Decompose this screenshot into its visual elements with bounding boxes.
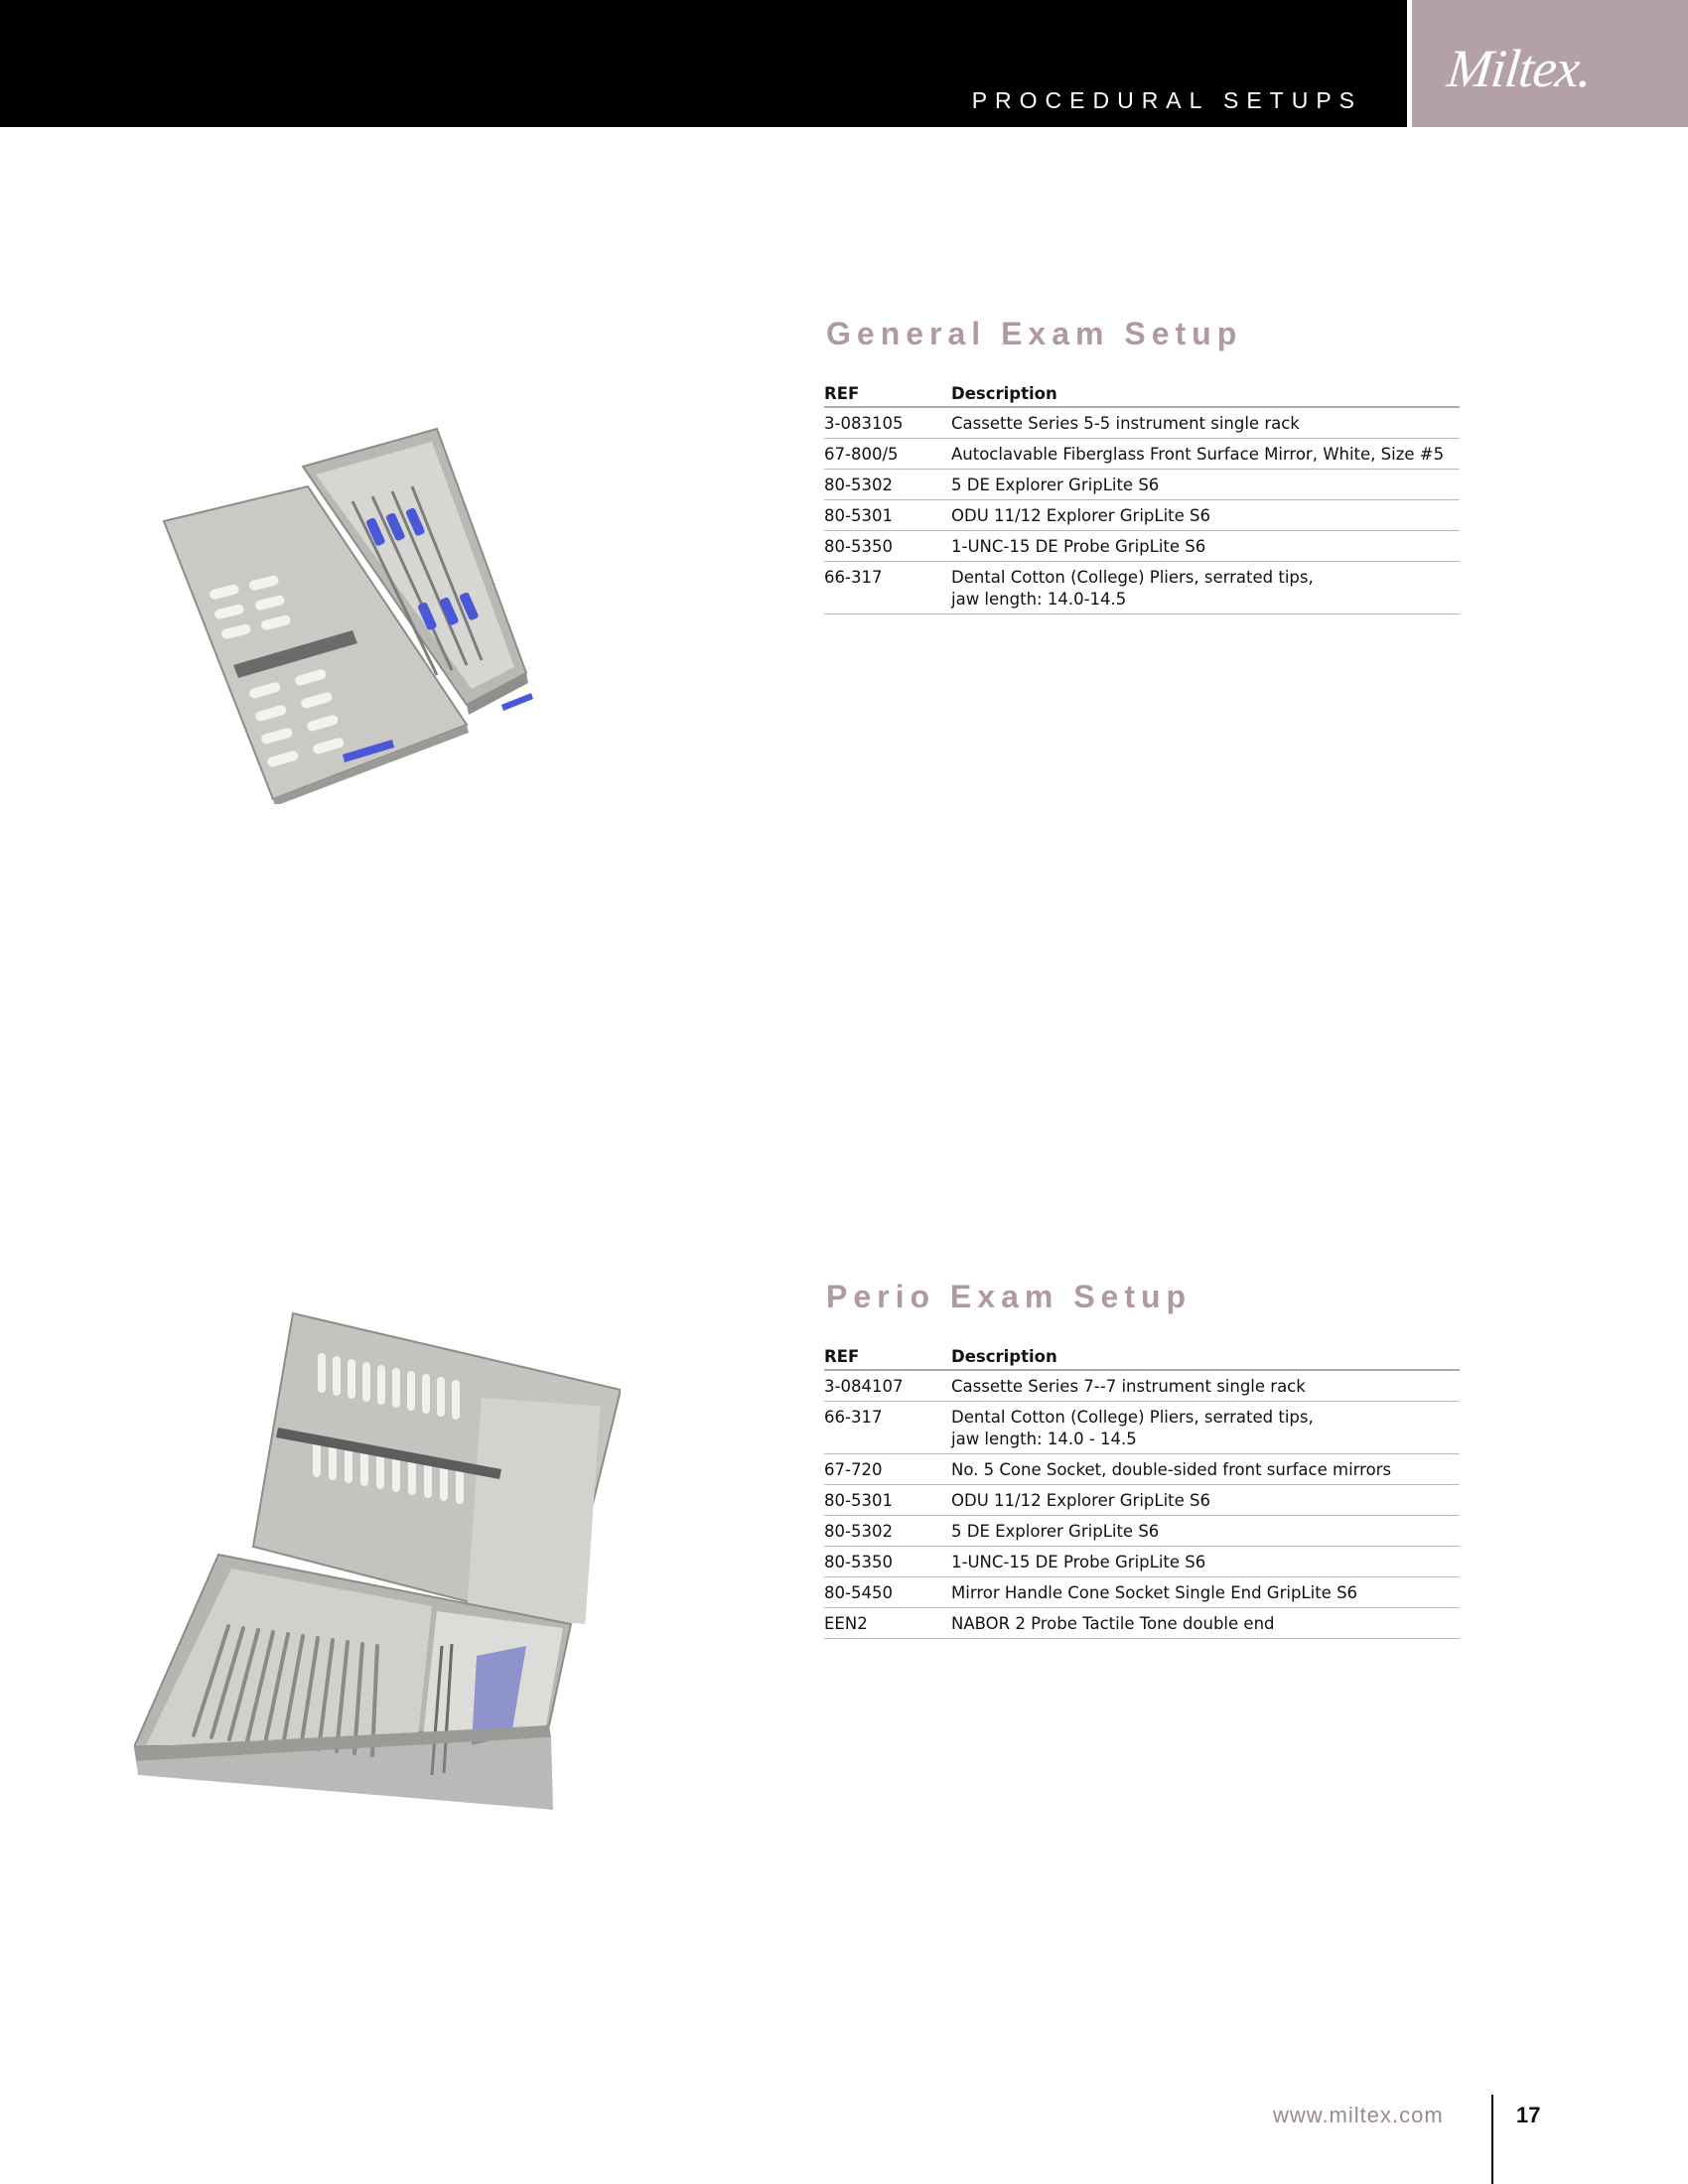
ref-cell: 67-800/5 [824,439,951,470]
header-title: PROCEDURAL SETUPS [971,87,1362,113]
table-row [824,1608,1460,1639]
description-cell: 5 DE Explorer GripLite S6 [951,470,1460,500]
description-line-2: jaw length: 14.0 - 14.5 [951,1430,1137,1448]
description-cell: 5 DE Explorer GripLite S6 [951,1516,1460,1547]
description-cell: ODU 11/12 Explorer GripLite S6 [951,500,1460,531]
ref-cell: EEN2 [824,1608,951,1639]
table-row [824,500,1460,531]
description-cell: 1-UNC-15 DE Probe GripLite S6 [951,531,1460,562]
description-cell: 1-UNC-15 DE Probe GripLite S6 [951,1547,1460,1577]
description-line: Dental Cotton (College) Pliers, serrated tips, [951,1408,1314,1427]
general-exam-section [824,316,1460,614]
description-cell: Cassette Series 5-5 instrument single rack [951,407,1460,439]
description-cell: Cassette Series 7--7 instrument single rack [951,1370,1460,1402]
table-row [824,439,1460,470]
table-header [824,382,1460,407]
footer-url[interactable]: www.miltex.com [1273,2103,1444,2127]
table-row [824,1402,1460,1454]
table-header [824,1345,1460,1370]
table-row [824,1547,1460,1577]
description-header: Description [951,382,1460,407]
miltex-logo: Miltex. [1444,39,1595,98]
ref-header: REF [824,1345,951,1370]
description-cell: Autoclavable Fiberglass Front Surface Mirror, White, Size #5 [951,439,1460,470]
ref-cell: 80-5301 [824,500,951,531]
description-cell [951,562,1460,614]
perio-exam-section [824,1279,1460,1639]
description-cell: NABOR 2 Probe Tactile Tone double end [951,1608,1460,1639]
table-row [824,531,1460,562]
ref-cell: 66-317 [824,1402,951,1454]
ref-header: REF [824,382,951,407]
table-row [824,1516,1460,1547]
ref-cell: 80-5302 [824,1516,951,1547]
description-header: Description [951,1345,1460,1370]
ref-cell: 3-083105 [824,407,951,439]
ref-cell: 80-5350 [824,531,951,562]
table-row [824,407,1460,439]
description-line: Dental Cotton (College) Pliers, serrated tips, [951,568,1314,587]
ref-cell: 66-317 [824,562,951,614]
table-row [824,1454,1460,1485]
table-row [824,1577,1460,1608]
description-line-2: jaw length: 14.0-14.5 [951,590,1127,609]
general-exam-cassette-photo [149,417,586,804]
table-row [824,1485,1460,1516]
section-title: General Exam Setup [826,316,1243,351]
table-row [824,562,1460,614]
general-exam-table [824,382,1460,614]
header-bar [0,0,1407,127]
ref-cell: 80-5350 [824,1547,951,1577]
perio-exam-cassette-photo [134,1308,621,1815]
perio-exam-table [824,1345,1460,1639]
description-cell: Mirror Handle Cone Socket Single End GripLite S6 [951,1577,1460,1608]
ref-cell: 3-084107 [824,1370,951,1402]
section-title: Perio Exam Setup [826,1279,1193,1314]
table-row [824,1370,1460,1402]
description-cell [951,1402,1460,1454]
page-number: 17 [1516,2103,1541,2127]
ref-cell: 80-5302 [824,470,951,500]
footer-divider [1491,2095,1493,2184]
ref-cell: 80-5450 [824,1577,951,1608]
ref-cell: 67-720 [824,1454,951,1485]
description-cell: ODU 11/12 Explorer GripLite S6 [951,1485,1460,1516]
ref-cell: 80-5301 [824,1485,951,1516]
logo-box [1412,0,1688,127]
table-row [824,470,1460,500]
description-cell: No. 5 Cone Socket, double-sided front surface mirrors [951,1454,1460,1485]
